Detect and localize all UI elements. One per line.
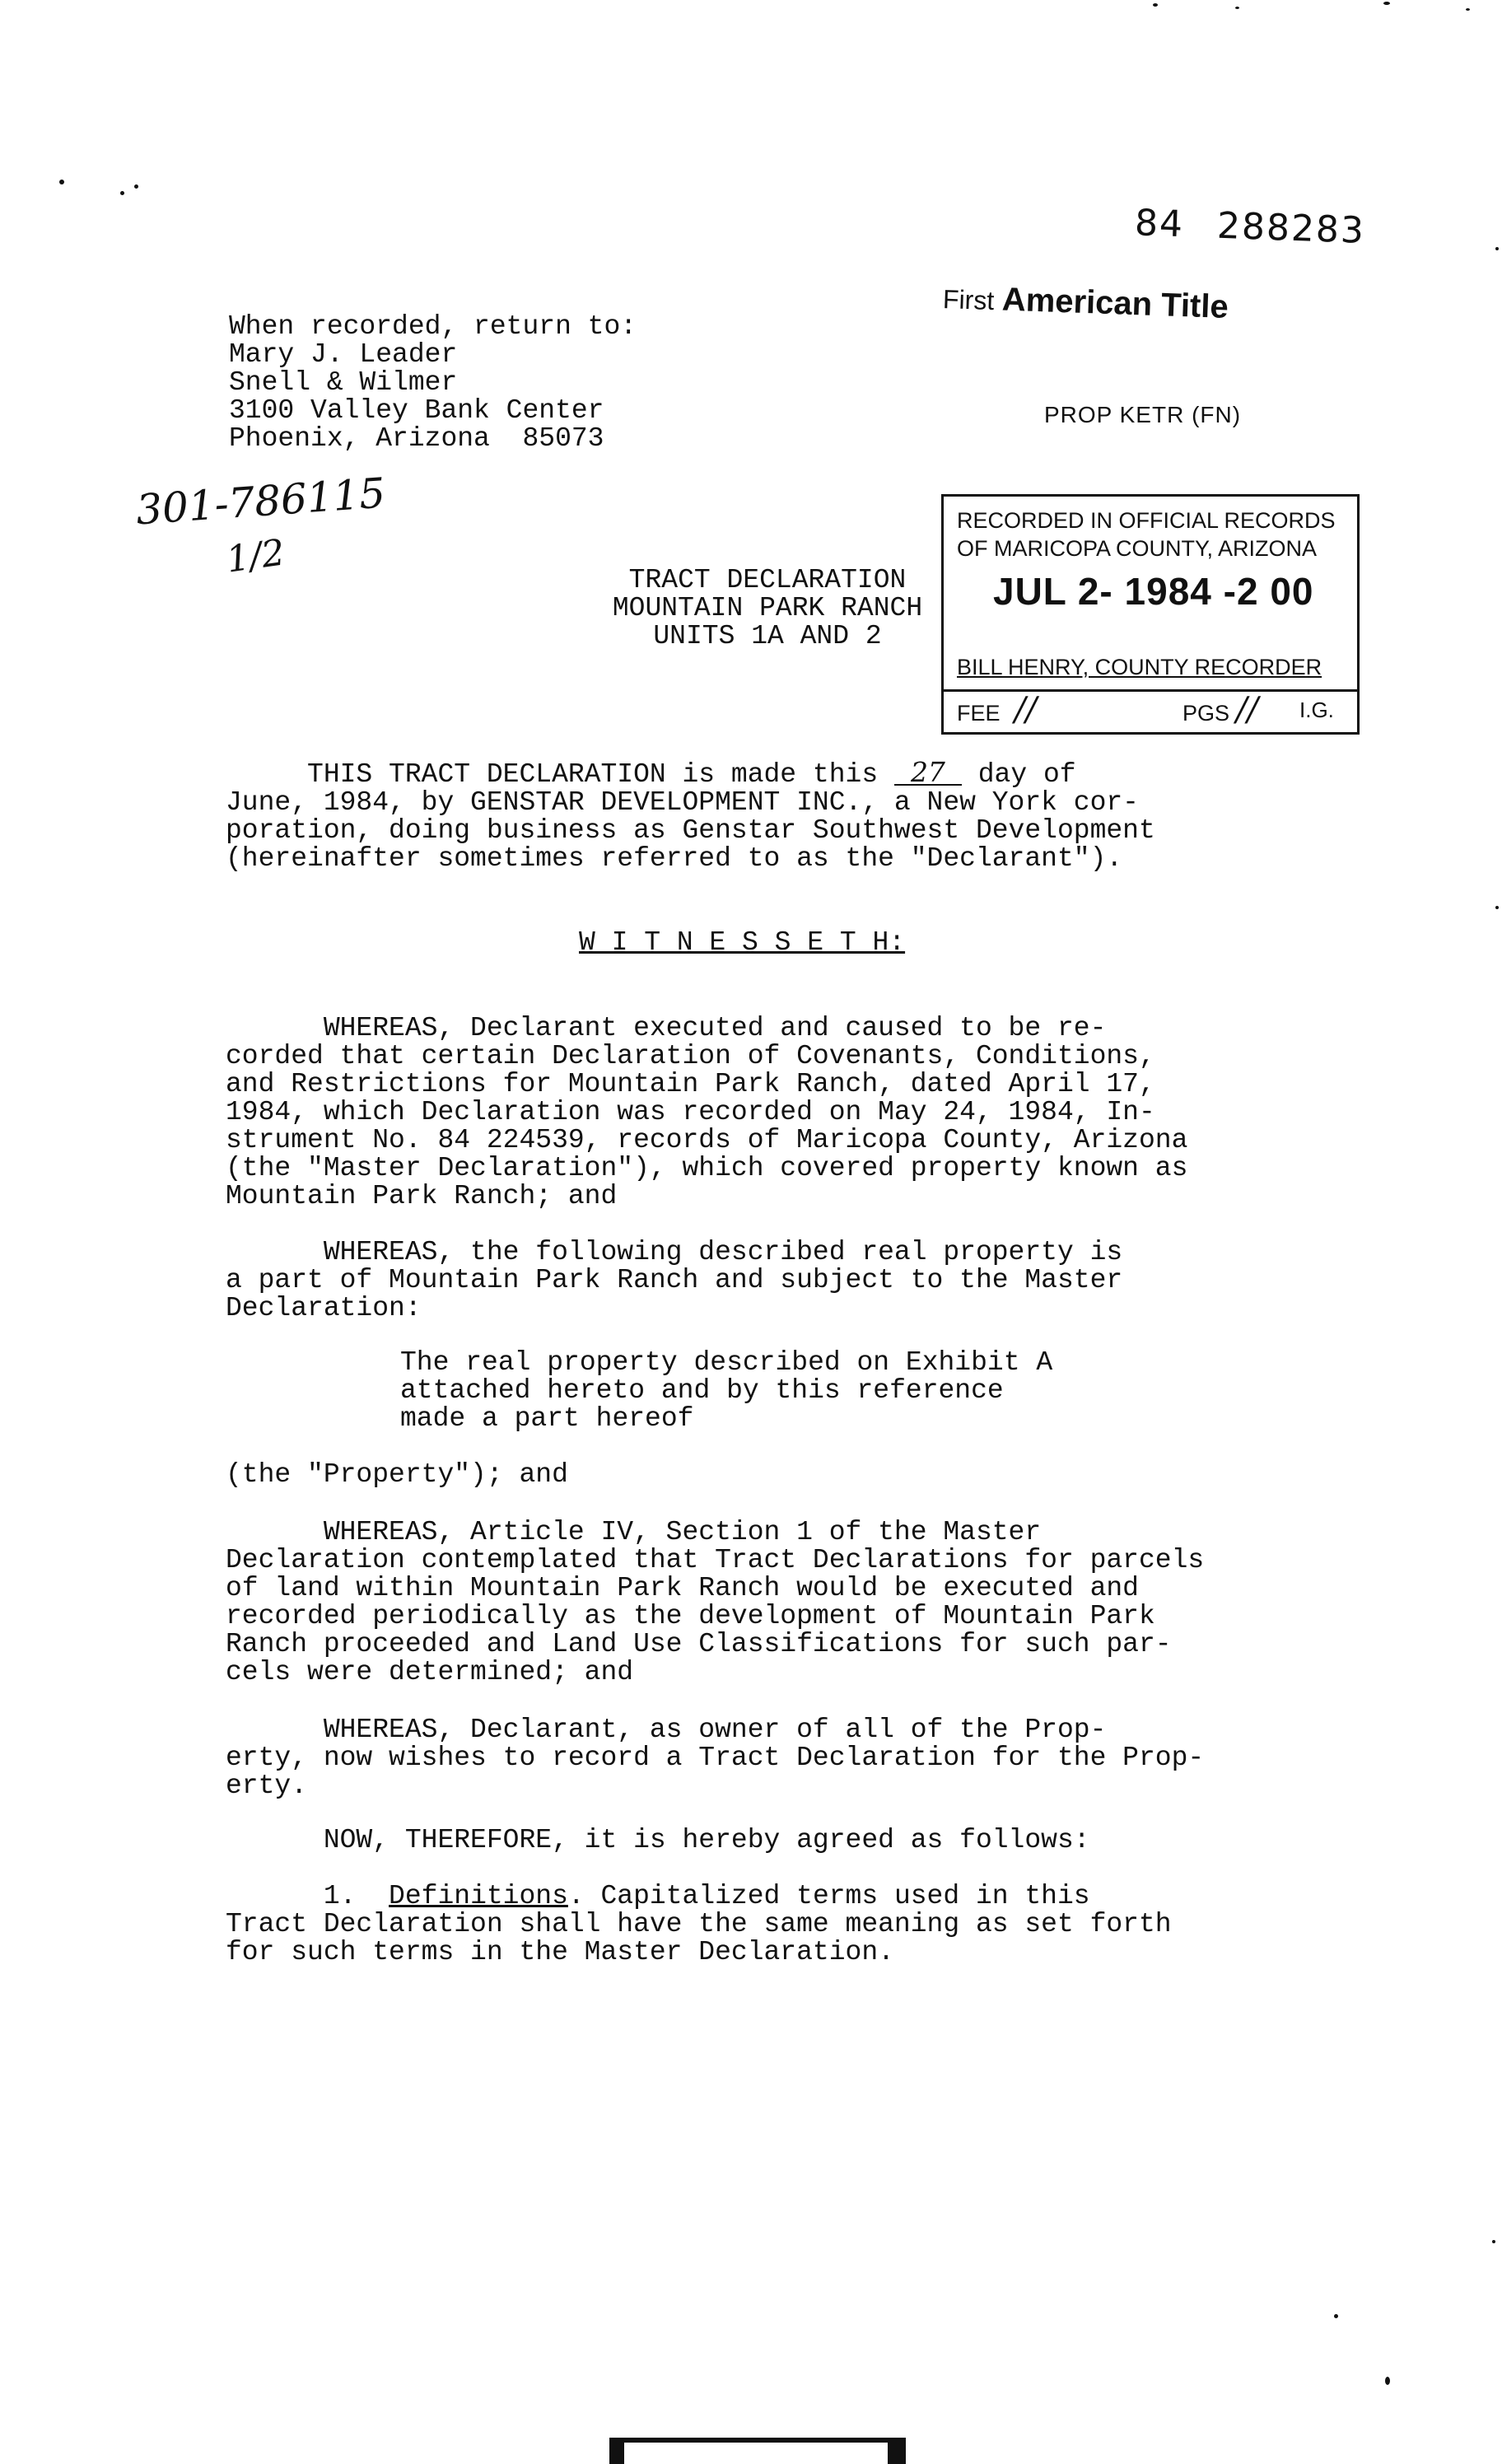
scan-speck bbox=[1495, 906, 1499, 909]
intro-paragraph bbox=[226, 756, 1280, 874]
document-number bbox=[1134, 202, 1366, 252]
scan-speck bbox=[59, 180, 64, 184]
paragraph-line: cels were determined; and bbox=[226, 1657, 634, 1687]
paragraph-line: a part of Mountain Park Ranch and subject to the Master bbox=[226, 1265, 1123, 1295]
recording-stamp bbox=[941, 494, 1360, 735]
return-line: Mary J. Leader bbox=[229, 339, 458, 370]
return-address-block bbox=[229, 313, 637, 453]
handwritten-reference: 301-786115 bbox=[134, 469, 387, 534]
paragraph-line: WHEREAS, Declarant executed and caused to be re- bbox=[226, 1013, 1107, 1043]
document-number-part1: 84 bbox=[1134, 202, 1185, 246]
scan-speck bbox=[1492, 2240, 1495, 2243]
whereas-paragraph-1 bbox=[226, 1015, 1280, 1211]
stamp-ig: I.G. bbox=[1299, 698, 1334, 722]
title-company-first: First bbox=[942, 283, 995, 316]
return-line: 3100 Valley Bank Center bbox=[229, 395, 604, 426]
section-text: . Capitalized terms used in this bbox=[567, 1881, 1090, 1911]
scan-speck bbox=[120, 191, 124, 195]
paragraph-line: corded that certain Declaration of Covenants, Conditions, bbox=[226, 1041, 1155, 1071]
stamp-fee-label: FEE bbox=[957, 701, 1001, 726]
paragraph-line: (the "Property"); and bbox=[226, 1459, 568, 1490]
section-number: 1. bbox=[226, 1881, 389, 1911]
witnesseth-heading: W I T N E S S E T H: bbox=[579, 927, 906, 958]
whereas-paragraph-4 bbox=[226, 1716, 1280, 1800]
title-company-rest: American Title bbox=[993, 281, 1229, 326]
paragraph-line: (the "Master Declaration"), which covered property known as bbox=[226, 1153, 1188, 1183]
handwritten-fraction: 1/2 bbox=[223, 531, 288, 581]
return-line: Snell & Wilmer bbox=[229, 367, 458, 398]
title-line: MOUNTAIN PARK RANCH bbox=[612, 593, 923, 623]
paragraph-line: made a part hereof bbox=[400, 1403, 694, 1434]
stamp-divider bbox=[941, 689, 1360, 692]
document-number-part2: 288283 bbox=[1216, 204, 1366, 252]
scan-speck bbox=[1334, 2314, 1338, 2318]
paragraph-line: WHEREAS, Declarant, as owner of all of the Prop- bbox=[226, 1715, 1107, 1745]
paragraph-line: Declaration contemplated that Tract Declarations for parcels bbox=[226, 1545, 1205, 1575]
stamp-recorder: BILL HENRY, COUNTY RECORDER bbox=[957, 655, 1322, 679]
intro-text-b: day of bbox=[961, 759, 1076, 790]
document-title bbox=[595, 567, 940, 651]
intro-line: poration, doing business as Genstar Southwest Development bbox=[226, 815, 1155, 846]
paragraph-line: NOW, THEREFORE, it is hereby agreed as follows: bbox=[226, 1825, 1090, 1855]
paragraph-line: of land within Mountain Park Ranch would be executed and bbox=[226, 1573, 1139, 1603]
scan-edge-artifact bbox=[624, 2443, 888, 2464]
section-1-first-line bbox=[226, 1883, 1280, 1911]
paragraph-line: Ranch proceeded and Land Use Classifications for such par- bbox=[226, 1629, 1172, 1659]
title-company-stamp bbox=[942, 279, 1229, 326]
stamp-line-2: OF MARICOPA COUNTY, ARIZONA bbox=[957, 536, 1318, 561]
paragraph-line: The real property described on Exhibit A bbox=[400, 1347, 1053, 1378]
paragraph-line: WHEREAS, Article IV, Section 1 of the Master bbox=[226, 1517, 1042, 1547]
paragraph-line: strument No. 84 224539, records of Maricopa County, Arizona bbox=[226, 1125, 1188, 1155]
stamp-pgs-value: // bbox=[1236, 691, 1258, 729]
section-1-definitions bbox=[226, 1883, 1280, 1967]
paragraph-line: WHEREAS, the following described real property is bbox=[226, 1237, 1123, 1267]
stamp-pgs-label: PGS bbox=[1182, 701, 1230, 726]
scan-speck bbox=[134, 184, 138, 189]
paragraph-line: Declaration: bbox=[226, 1293, 422, 1323]
paragraph-line: for such terms in the Master Declaration. bbox=[226, 1937, 894, 1967]
return-line: When recorded, return to: bbox=[229, 311, 637, 342]
paragraph-line: attached hereto and by this reference bbox=[400, 1375, 1004, 1406]
property-tail bbox=[226, 1461, 1280, 1489]
return-line: Phoenix, Arizona 85073 bbox=[229, 423, 604, 454]
paragraph-line: Tract Declaration shall have the same meaning as set forth bbox=[226, 1909, 1172, 1939]
scan-edge-artifact bbox=[1136, 0, 1502, 15]
intro-line: (hereinafter sometimes referred to as the "Declarant"). bbox=[226, 843, 1123, 874]
stamp-date: JUL 2- 1984 -2 00 bbox=[993, 570, 1314, 613]
paragraph-line: and Restrictions for Mountain Park Ranch, dated April 17, bbox=[226, 1069, 1155, 1099]
paragraph-line: recorded periodically as the development of Mountain Park bbox=[226, 1601, 1155, 1631]
intro-first-line bbox=[226, 756, 1280, 790]
scan-speck bbox=[1495, 247, 1499, 250]
day-value: 27 bbox=[894, 761, 962, 786]
now-therefore-paragraph bbox=[226, 1827, 1280, 1855]
intro-text-a: THIS TRACT DECLARATION is made this bbox=[226, 759, 894, 790]
title-line: UNITS 1A AND 2 bbox=[653, 621, 882, 651]
stamp-line-1: RECORDED IN OFFICIAL RECORDS bbox=[957, 508, 1336, 533]
paragraph-line: erty. bbox=[226, 1771, 308, 1801]
section-heading: Definitions bbox=[389, 1881, 568, 1911]
prop-code: PROP KETR (FN) bbox=[1044, 402, 1242, 427]
intro-line: June, 1984, by GENSTAR DEVELOPMENT INC., a New York cor- bbox=[226, 787, 1139, 818]
scan-speck bbox=[1385, 2377, 1390, 2385]
paragraph-line: Mountain Park Ranch; and bbox=[226, 1181, 618, 1211]
whereas-paragraph-2 bbox=[226, 1239, 1280, 1323]
property-description bbox=[400, 1349, 1141, 1433]
paragraph-line: erty, now wishes to record a Tract Declaration for the Prop- bbox=[226, 1743, 1205, 1773]
whereas-paragraph-3 bbox=[226, 1519, 1280, 1687]
stamp-fee-value: // bbox=[1015, 691, 1037, 729]
title-line: TRACT DECLARATION bbox=[628, 565, 907, 595]
paragraph-line: 1984, which Declaration was recorded on May 24, 1984, In- bbox=[226, 1097, 1155, 1127]
